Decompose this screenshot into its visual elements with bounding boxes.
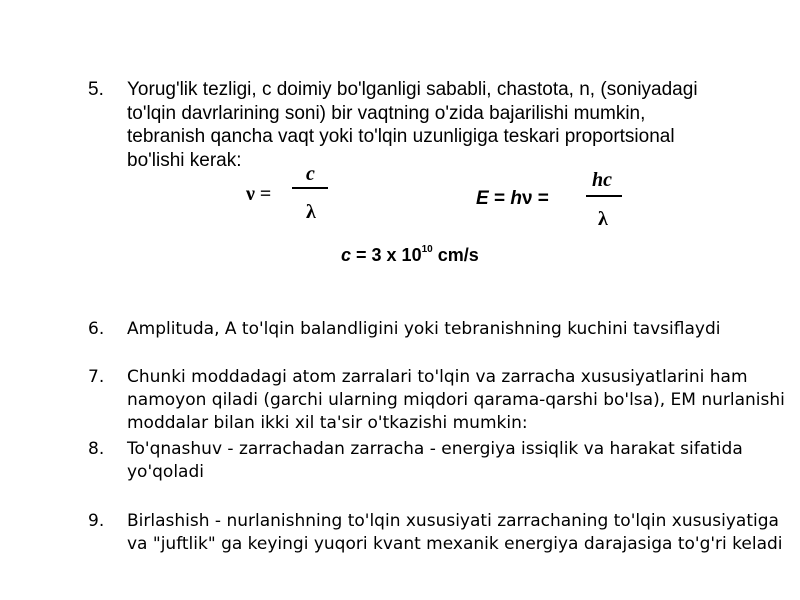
text-line: yo'qoladi	[127, 462, 204, 482]
speed-of-light-equation: c = 3 x $10^{10}$ cm/s	[341, 244, 479, 265]
list-text	[127, 318, 720, 341]
text-line: To'qnashuv - zarrachadan zarracha - energiya issiqlik va harakat sifatida	[127, 439, 743, 459]
fraction-bar	[292, 187, 328, 189]
text-line: moddalar bilan ikki xil ta'sir o'tkazishi mumkin:	[127, 413, 528, 433]
energy-equation-lhs: E = hν =	[476, 188, 549, 209]
list-number: 5.	[88, 79, 104, 100]
fraction-bar	[586, 195, 622, 197]
text-line: Birlashish - nurlanishning to'lqin xususiyati zarrachaning to'lqin xususiyatiga	[127, 511, 779, 531]
text-line: namoyon qiladi (garchi ularning miqdori qarama-qarshi bo'lsa), EM nurlanishi	[127, 390, 785, 410]
equation-denominator: λ	[306, 201, 316, 223]
energy-numerator: hc	[592, 169, 612, 191]
text-line: tebranish qancha vaqt yoki to'lqin uzunligiga teskari proportsional	[127, 126, 675, 147]
energy-denominator: λ	[598, 208, 608, 230]
list-number: 7.	[88, 367, 105, 387]
equation-lhs: ν =	[246, 183, 272, 205]
text-line: Yorug'lik tezligi, c doimiy bo'lganligi sababli, chastota, n, (soniyadagi	[127, 79, 698, 100]
text-line: to'lqin davrlarining soni) bir vaqtning o'zida bajarilishi mumkin,	[127, 102, 646, 124]
list-text	[127, 366, 785, 435]
text-line: bo'lishi kerak:	[127, 149, 242, 171]
text-line: va "juftlik" ga keyingi yuqori kvant mexanik energiya darajasiga to'g'ri keladi	[127, 534, 783, 554]
list-number: 8.	[88, 439, 105, 459]
text-line: Amplituda, A to'lqin balandligini yoki tebranishning kuchini tavsiflaydi	[127, 319, 721, 339]
equation-numerator: c	[306, 163, 315, 185]
list-number: 6.	[88, 319, 105, 339]
list-number: 9.	[88, 511, 105, 531]
list-text	[127, 78, 698, 172]
text-line: Chunki moddadagi atom zarralari to'lqin va zarracha xususiyatlarini ham	[127, 367, 748, 387]
list-text	[127, 438, 743, 484]
list-text	[127, 510, 783, 556]
